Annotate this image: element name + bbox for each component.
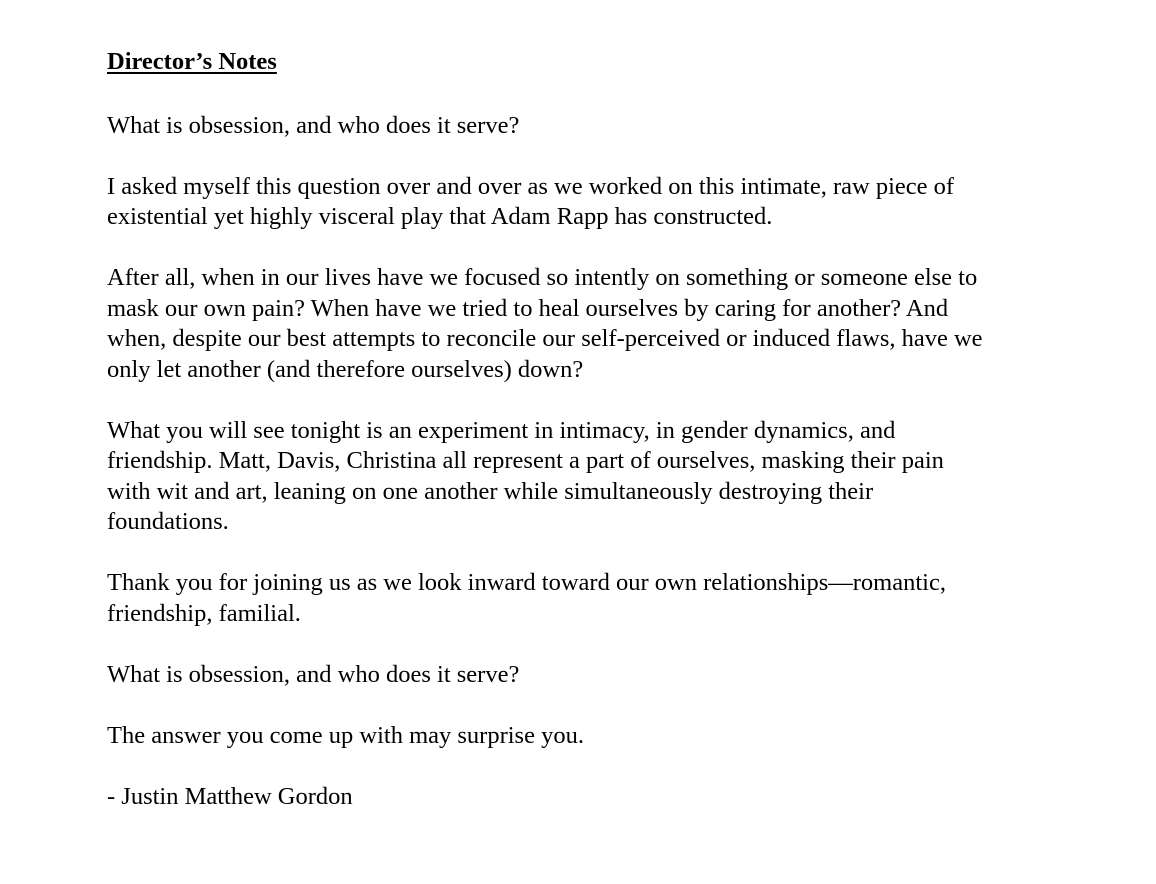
document-page [107, 44, 1067, 843]
text-line: when, despite our best attempts to reconcile our self-perceived or induced flaws, have we [107, 325, 983, 352]
text-line: Thank you for joining us as we look inward toward our own relationships—romantic, [107, 569, 946, 596]
paragraph-closing-question [107, 660, 1067, 691]
text-line: only let another (and therefore ourselves) down? [107, 355, 584, 383]
text-line: After all, when in our lives have we focused so intently on something or someone else to [107, 264, 978, 291]
paragraph-reflection [107, 263, 1067, 385]
text-line: I asked myself this question over and over as we worked on this intimate, raw piece of [107, 172, 955, 200]
text-line: foundations. [107, 508, 229, 535]
paragraph-answer [107, 721, 1067, 752]
paragraph-opening-question [107, 111, 1067, 142]
text-line: What you will see tonight is an experiment in intimacy, in gender dynamics, and [107, 416, 896, 444]
page-title: Director’s Notes [107, 48, 277, 75]
text-line: with wit and art, leaning on one another while simultaneously destroying their [107, 477, 874, 505]
text-line: existential yet highly visceral play that Adam Rapp has constructed. [107, 203, 773, 230]
text-line: friendship. Matt, Davis, Christina all represent a part of ourselves, masking their pain [107, 447, 944, 474]
text-line: mask our own pain? When have we tried to heal ourselves by caring for another? And [107, 294, 949, 322]
paragraph-intro [107, 172, 1067, 233]
author-name: - Justin Matthew Gordon [107, 782, 353, 810]
text-line: The answer you come up with may surprise you. [107, 721, 584, 749]
text-line: What is obsession, and who does it serve? [107, 660, 520, 688]
text-line: friendship, familial. [107, 599, 301, 627]
paragraph-experiment [107, 416, 1067, 538]
paragraph-thanks [107, 568, 1067, 629]
signature [107, 782, 1067, 813]
text-line: What is obsession, and who does it serve? [107, 111, 520, 139]
